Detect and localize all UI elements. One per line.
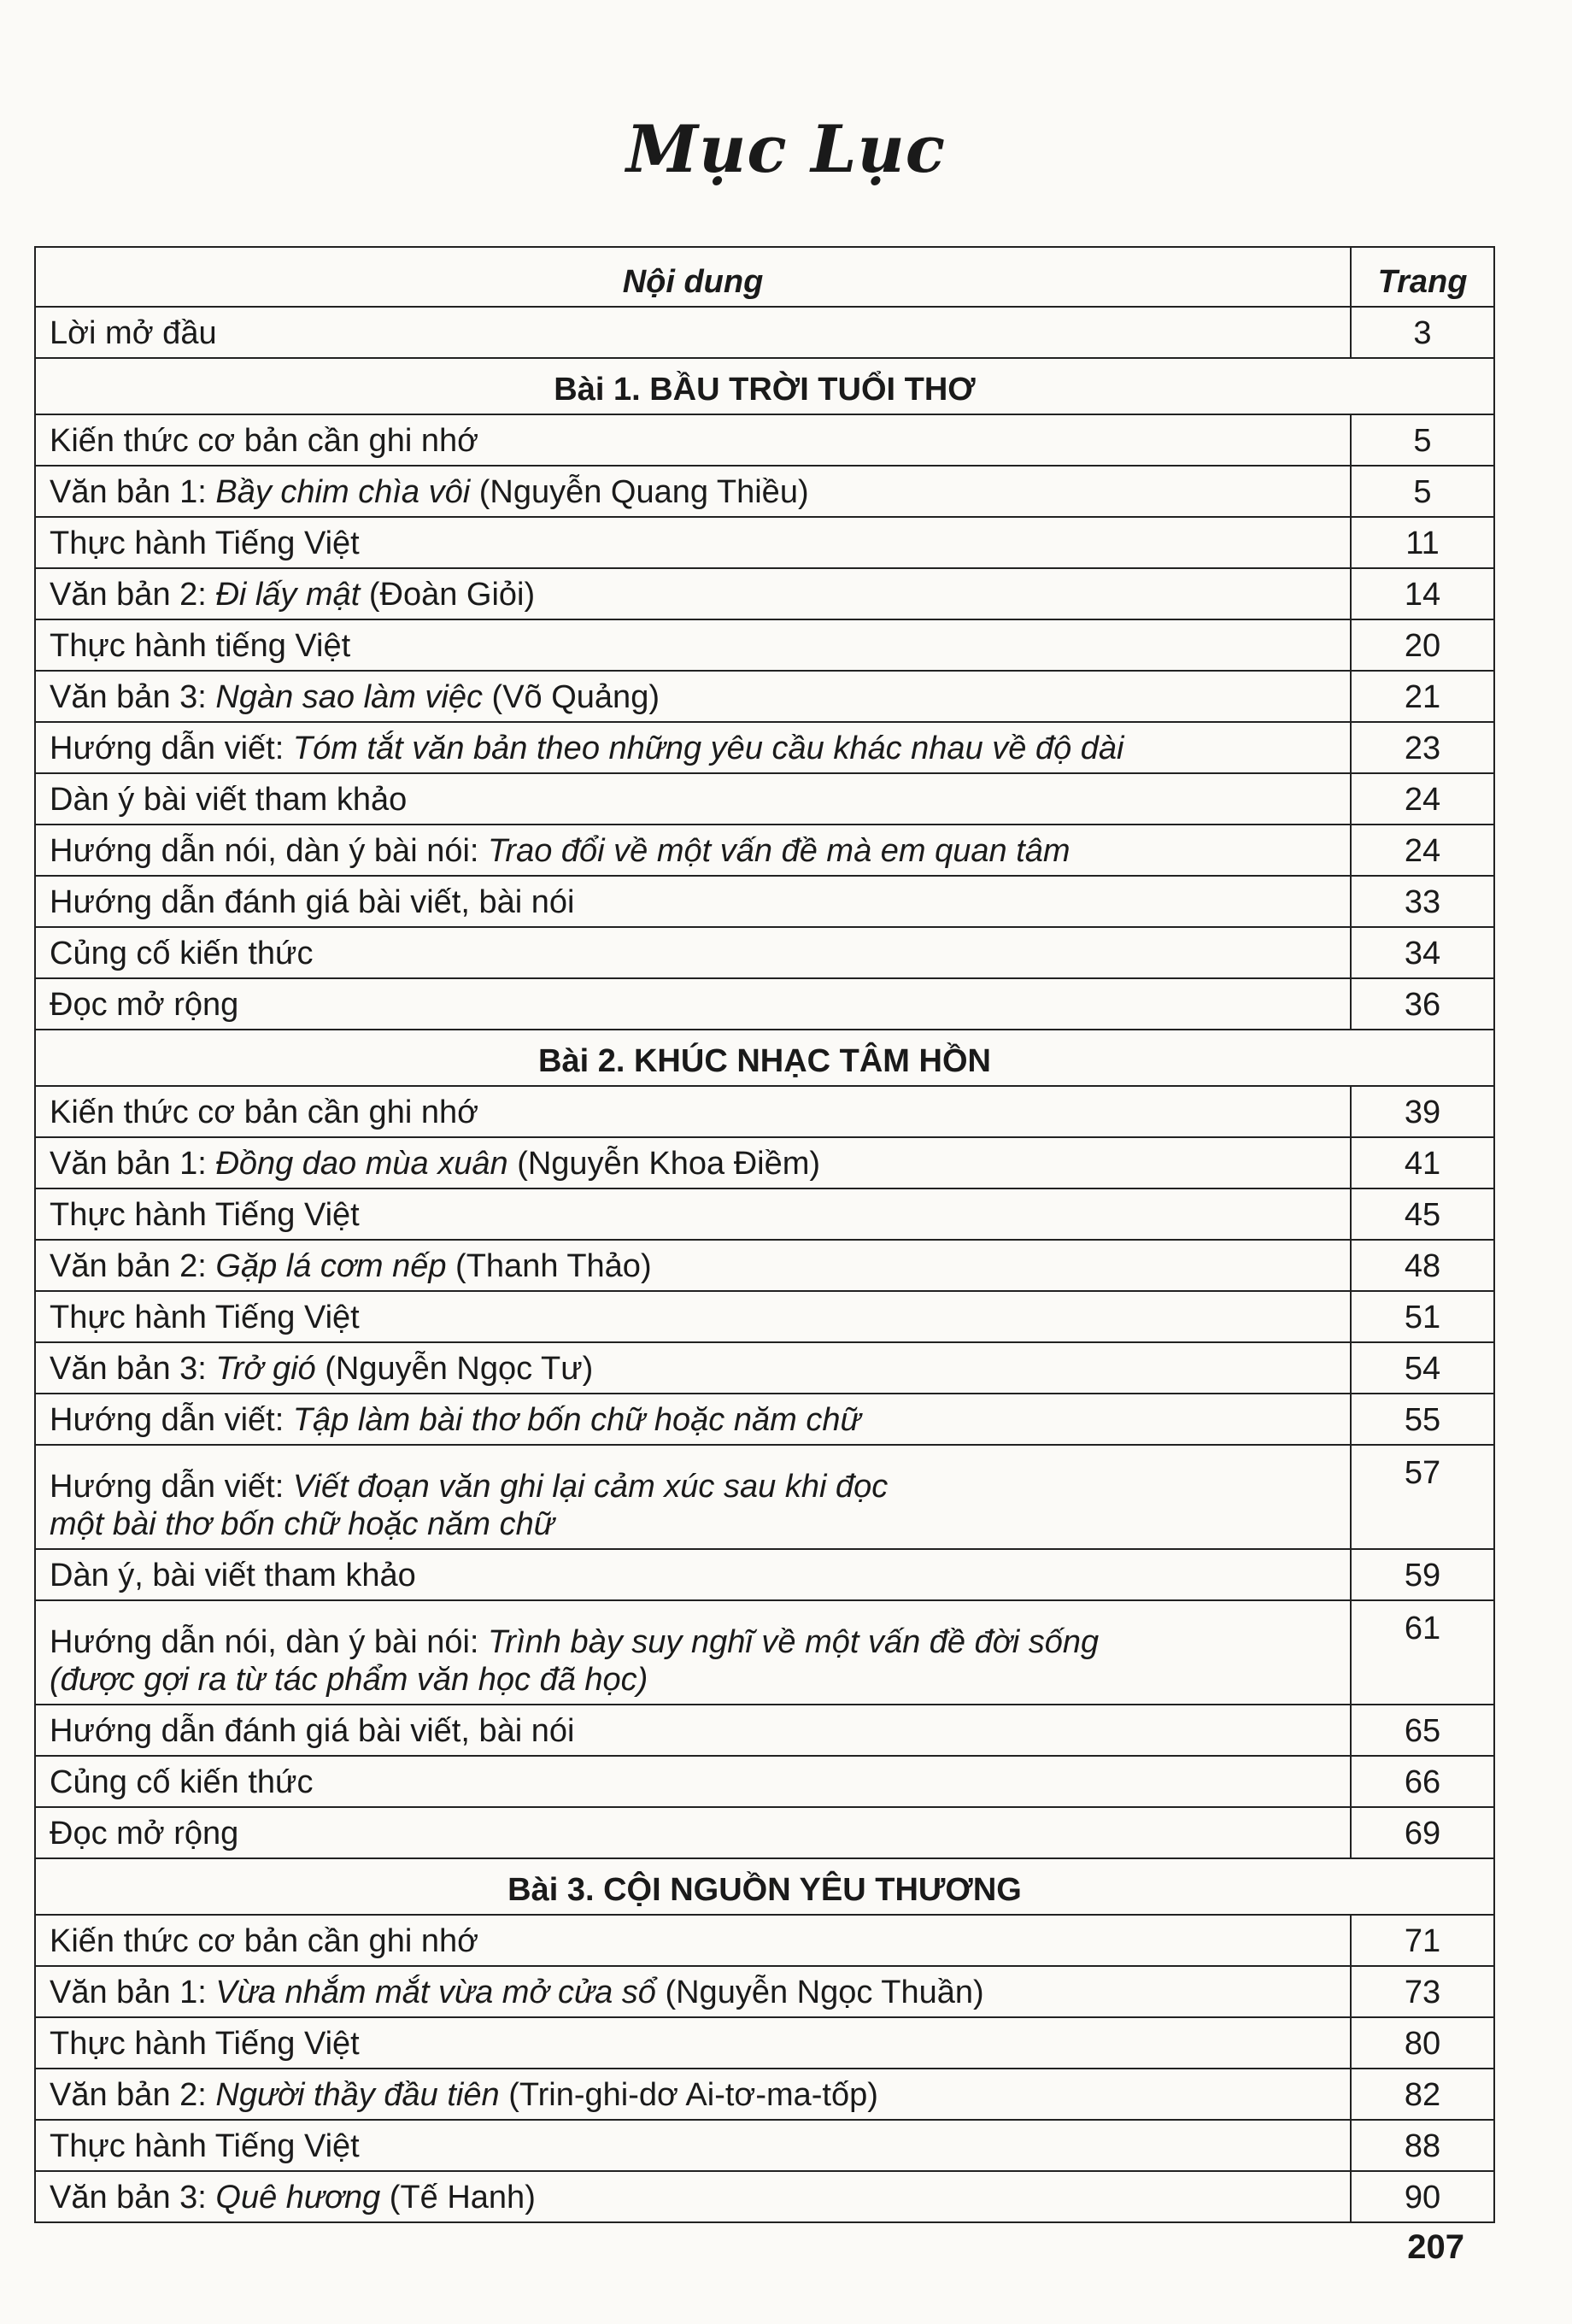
toc-entry-title xyxy=(35,1705,1351,1756)
toc-entry-title xyxy=(35,1600,1351,1705)
toc-entry-title xyxy=(35,1549,1351,1600)
toc-entry-page: 80 xyxy=(1351,2017,1494,2069)
toc-entry-row xyxy=(35,619,1494,671)
toc-entry-pre: Hướng dẫn nói, dàn ý bài nói: xyxy=(50,1624,489,1660)
toc-entry-page: 23 xyxy=(1351,722,1494,773)
toc-entry-title xyxy=(35,1915,1351,1966)
toc-entry-row xyxy=(35,2069,1494,2120)
toc-entry-pre: Văn bản 2: xyxy=(50,2077,216,2113)
toc-entry-page: 21 xyxy=(1351,671,1494,722)
toc-entry-pre: Kiến thức cơ bản cần ghi nhớ xyxy=(50,1095,479,1130)
toc-entry-row xyxy=(35,1445,1494,1549)
toc-entry-row xyxy=(35,722,1494,773)
toc-entry-row xyxy=(35,1915,1494,1966)
toc-entry-pre: Đọc mở rộng xyxy=(50,1816,239,1852)
toc-entry-page: 11 xyxy=(1351,517,1494,568)
toc-entry-post: (Nguyễn Ngọc Tư) xyxy=(315,1351,594,1387)
toc-entry-row xyxy=(35,1966,1494,2017)
toc-entry-row xyxy=(35,876,1494,927)
toc-body xyxy=(35,307,1494,2222)
toc-entry-it: Gặp lá cơm nếp xyxy=(215,1248,447,1284)
toc-entry-row xyxy=(35,1807,1494,1858)
toc-entry-page: 57 xyxy=(1351,1445,1494,1549)
toc-entry-pre: Hướng dẫn nói, dàn ý bài nói: xyxy=(50,833,489,869)
toc-entry-title xyxy=(35,1807,1351,1858)
toc-entry-title xyxy=(35,773,1351,825)
toc-entry-post: (Nguyễn Khoa Điềm) xyxy=(507,1146,821,1182)
toc-entry-row xyxy=(35,1705,1494,1756)
section-heading: Bài 2. KHÚC NHẠC TÂM HỒN xyxy=(35,1030,1494,1086)
toc-entry-pre: Văn bản 3: xyxy=(50,679,216,715)
toc-entry-title xyxy=(35,2171,1351,2222)
toc-entry-title xyxy=(35,619,1351,671)
section-heading-row xyxy=(35,1858,1494,1915)
toc-entry-title xyxy=(35,1966,1351,2017)
toc-entry-row xyxy=(35,1291,1494,1342)
toc-entry-row xyxy=(35,1086,1494,1137)
toc-entry-title xyxy=(35,927,1351,978)
toc-entry-pre: Thực hành Tiếng Việt xyxy=(50,2128,360,2164)
toc-entry-page: 33 xyxy=(1351,876,1494,927)
toc-entry-pre: Kiến thức cơ bản cần ghi nhớ xyxy=(50,1923,479,1959)
toc-entry-page: 24 xyxy=(1351,773,1494,825)
toc-entry-page: 36 xyxy=(1351,978,1494,1030)
toc-entry-page: 24 xyxy=(1351,825,1494,876)
toc-entry-pre: Lời mở đầu xyxy=(50,315,217,351)
toc-entry-page: 45 xyxy=(1351,1188,1494,1240)
toc-entry-title xyxy=(35,2120,1351,2171)
toc-entry-page: 82 xyxy=(1351,2069,1494,2120)
toc-entry-pre: Thực hành Tiếng Việt xyxy=(50,1300,360,1335)
toc-entry-title xyxy=(35,722,1351,773)
toc-entry-pre: Thực hành Tiếng Việt xyxy=(50,525,360,561)
toc-entry-it: Đồng dao mùa xuân xyxy=(215,1146,508,1182)
toc-entry-title xyxy=(35,517,1351,568)
toc-entry-page: 71 xyxy=(1351,1915,1494,1966)
toc-entry-row xyxy=(35,1549,1494,1600)
toc-entry-pre: Củng cố kiến thức xyxy=(50,936,314,971)
toc-entry-row xyxy=(35,1188,1494,1240)
toc-entry-it: Trình bày suy nghĩ về một vấn đề đời sống xyxy=(488,1624,1100,1660)
toc-entry-title xyxy=(35,1240,1351,1291)
toc-entry-row xyxy=(35,1240,1494,1291)
toc-entry-page: 39 xyxy=(1351,1086,1494,1137)
toc-entry-title xyxy=(35,671,1351,722)
toc-entry-title xyxy=(35,1291,1351,1342)
toc-entry-page: 66 xyxy=(1351,1756,1494,1807)
toc-entry-page: 5 xyxy=(1351,414,1494,466)
toc-entry-it2: (được gợi ra từ tác phẩm văn học đã học) xyxy=(50,1662,648,1698)
toc-entry-row xyxy=(35,414,1494,466)
toc-entry-pre: Hướng dẫn viết: xyxy=(50,1469,293,1505)
toc-entry-page: 48 xyxy=(1351,1240,1494,1291)
toc-entry-title xyxy=(35,1445,1351,1549)
toc-entry-it: Viết đoạn văn ghi lại cảm xúc sau khi đọc xyxy=(292,1469,889,1505)
toc-entry-row xyxy=(35,978,1494,1030)
toc-entry-pre: Dàn ý bài viết tham khảo xyxy=(50,782,408,818)
toc-entry-row xyxy=(35,1394,1494,1445)
toc-entry-title xyxy=(35,2069,1351,2120)
toc-entry-post: (Võ Quảng) xyxy=(482,679,660,715)
toc-entry-title xyxy=(35,1756,1351,1807)
toc-entry-it: Ngàn sao làm việc xyxy=(215,679,483,715)
toc-entry-it2: một bài thơ bốn chữ hoặc năm chữ xyxy=(50,1506,554,1542)
toc-entry-pre: Thực hành Tiếng Việt xyxy=(50,2026,360,2062)
toc-entry-pre: Hướng dẫn đánh giá bài viết, bài nói xyxy=(50,1713,575,1749)
toc-entry-row xyxy=(35,671,1494,722)
toc-entry-page: 55 xyxy=(1351,1394,1494,1445)
toc-entry-title xyxy=(35,2017,1351,2069)
toc-entry-page: 65 xyxy=(1351,1705,1494,1756)
toc-entry-it: Tập làm bài thơ bốn chữ hoặc năm chữ xyxy=(292,1402,861,1438)
toc-entry-pre: Đọc mở rộng xyxy=(50,987,239,1023)
toc-entry-page: 90 xyxy=(1351,2171,1494,2222)
section-heading: Bài 1. BẦU TRỜI TUỔI THƠ xyxy=(35,358,1494,414)
toc-entry-it: Trao đổi về một vấn đề mà em quan tâm xyxy=(488,833,1070,869)
toc-entry-pre: Dàn ý, bài viết tham khảo xyxy=(50,1558,416,1593)
toc-entry-post: (Tế Hanh) xyxy=(380,2180,536,2215)
toc-entry-page: 3 xyxy=(1351,307,1494,358)
toc-entry-title xyxy=(35,466,1351,517)
toc-entry-pre: Hướng dẫn viết: xyxy=(50,1402,293,1438)
toc-entry-title xyxy=(35,825,1351,876)
toc-entry-page: 88 xyxy=(1351,2120,1494,2171)
toc-entry-row xyxy=(35,2017,1494,2069)
toc-entry-row xyxy=(35,1342,1494,1394)
section-heading-row xyxy=(35,1030,1494,1086)
toc-entry-page: 5 xyxy=(1351,466,1494,517)
toc-entry-pre: Văn bản 1: xyxy=(50,1146,216,1182)
page-column-header: Trang xyxy=(1351,247,1494,307)
toc-entry-title xyxy=(35,1188,1351,1240)
toc-entry-row xyxy=(35,2120,1494,2171)
toc-entry-it: Bầy chim chìa vôi xyxy=(215,474,471,510)
toc-entry-page: 69 xyxy=(1351,1807,1494,1858)
toc-entry-pre: Văn bản 2: xyxy=(50,1248,216,1284)
toc-entry-post: (Trin-ghi-dơ Ai-tơ-ma-tốp) xyxy=(499,2077,878,2113)
table-of-contents xyxy=(34,246,1495,2223)
toc-entry-row xyxy=(35,2171,1494,2222)
toc-entry-pre: Kiến thức cơ bản cần ghi nhớ xyxy=(50,423,479,459)
toc-entry-post: (Thanh Thảo) xyxy=(446,1248,652,1284)
toc-entry-row xyxy=(35,517,1494,568)
toc-entry-it: Tóm tắt văn bản theo những yêu cầu khác nhau về độ dài xyxy=(292,731,1124,766)
toc-entry-title xyxy=(35,414,1351,466)
toc-entry-pre: Hướng dẫn viết: xyxy=(50,731,293,766)
toc-header-row xyxy=(35,247,1494,307)
toc-entry-row xyxy=(35,773,1494,825)
toc-entry-title xyxy=(35,1137,1351,1188)
toc-entry-title xyxy=(35,307,1351,358)
toc-entry-title xyxy=(35,1394,1351,1445)
toc-entry-row xyxy=(35,568,1494,619)
toc-entry-title xyxy=(35,1086,1351,1137)
toc-entry-row xyxy=(35,825,1494,876)
toc-entry-pre: Văn bản 1: xyxy=(50,474,216,510)
toc-entry-row xyxy=(35,927,1494,978)
toc-entry-pre: Văn bản 2: xyxy=(50,577,216,613)
toc-entry-page: 51 xyxy=(1351,1291,1494,1342)
toc-entry-row xyxy=(35,466,1494,517)
toc-entry-pre: Thực hành Tiếng Việt xyxy=(50,1197,360,1233)
section-heading: Bài 3. CỘI NGUỒN YÊU THƯƠNG xyxy=(35,1858,1494,1915)
toc-entry-it: Người thầy đầu tiên xyxy=(215,2077,500,2113)
toc-entry-pre: Củng cố kiến thức xyxy=(50,1764,314,1800)
toc-entry-post: (Đoàn Giỏi) xyxy=(360,577,536,613)
toc-entry-pre: Văn bản 1: xyxy=(50,1975,216,2010)
content-column-header: Nội dung xyxy=(35,247,1351,307)
toc-entry-page: 61 xyxy=(1351,1600,1494,1705)
toc-entry-page: 41 xyxy=(1351,1137,1494,1188)
toc-entry-post: (Nguyễn Ngọc Thuần) xyxy=(655,1975,984,2010)
toc-entry-row xyxy=(35,307,1494,358)
toc-entry-pre: Hướng dẫn đánh giá bài viết, bài nói xyxy=(50,884,575,920)
page-title: Mục Lục xyxy=(625,111,947,187)
toc-entry-page: 59 xyxy=(1351,1549,1494,1600)
toc-entry-it: Quê hương xyxy=(215,2180,381,2215)
toc-entry-row xyxy=(35,1756,1494,1807)
toc-entry-page: 20 xyxy=(1351,619,1494,671)
toc-entry-post: (Nguyễn Quang Thiều) xyxy=(470,474,809,510)
section-heading-row xyxy=(35,358,1494,414)
toc-entry-page: 54 xyxy=(1351,1342,1494,1394)
toc-entry-row xyxy=(35,1600,1494,1705)
toc-entry-title xyxy=(35,568,1351,619)
toc-entry-pre: Văn bản 3: xyxy=(50,1351,216,1387)
toc-entry-it: Đi lấy mật xyxy=(215,577,361,613)
toc-entry-it: Vừa nhắm mắt vừa mở cửa sổ xyxy=(215,1975,656,2010)
toc-entry-title xyxy=(35,876,1351,927)
toc-entry-it: Trở gió xyxy=(215,1351,316,1387)
toc-entry-pre: Thực hành tiếng Việt xyxy=(50,628,351,664)
toc-entry-page: 14 xyxy=(1351,568,1494,619)
page-number: 207 xyxy=(1407,2228,1464,2266)
toc-entry-title xyxy=(35,1342,1351,1394)
toc-entry-page: 73 xyxy=(1351,1966,1494,2017)
toc-entry-pre: Văn bản 3: xyxy=(50,2180,216,2215)
toc-entry-page: 34 xyxy=(1351,927,1494,978)
toc-entry-title xyxy=(35,978,1351,1030)
toc-entry-row xyxy=(35,1137,1494,1188)
